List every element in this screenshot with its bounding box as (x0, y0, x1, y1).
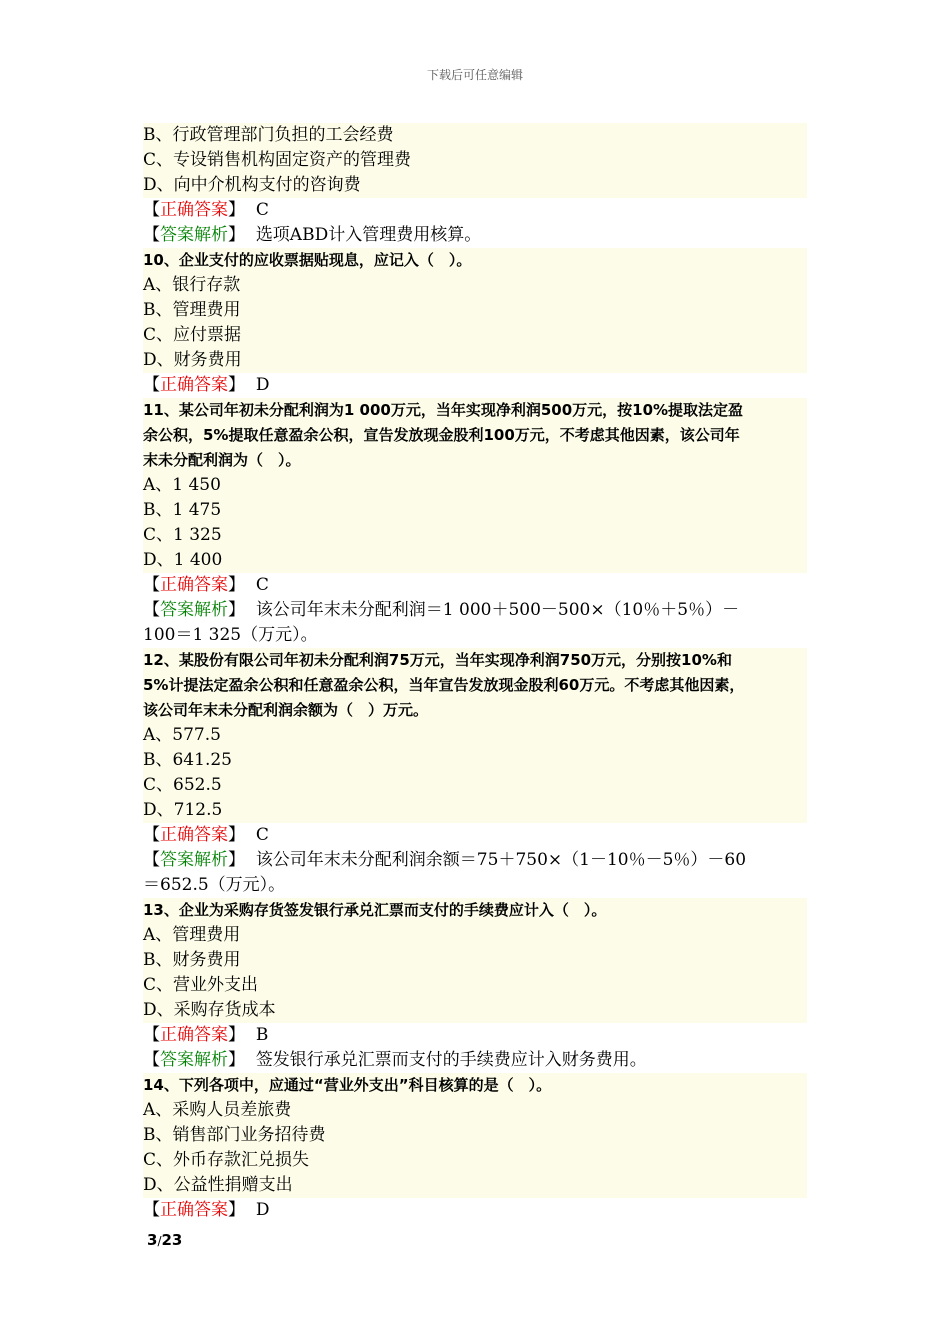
explain-line: 【答案解析】 签发银行承兑汇票而支付的手续费应计入财务费用。 (143, 1050, 647, 1070)
explain-line: 【答案解析】 该公司年末未分配利润余额＝75＋750×（1－10％－5％）－60 (143, 850, 747, 870)
explain-text: 选项ABD计入管理费用核算。 (255, 225, 482, 245)
answer-label: 正确答案 (160, 575, 228, 595)
question-11-cont: 余公积，5%提取任意盈余公积，宣告发放现金股利100万元，不考虑其他因素，该公司年 (143, 423, 807, 448)
question-10: 10、企业支付的应收票据贴现息，应记入（ ）。 (143, 248, 807, 273)
explain-label: 答案解析 (160, 600, 228, 620)
answer-value: C (255, 825, 269, 845)
question-14: 14、下列各项中，应通过“营业外支出”科目核算的是（ ）。 (143, 1073, 807, 1098)
question-11-cont: 末未分配利润为（ ）。 (143, 448, 807, 473)
total-pages: 23 (161, 1231, 183, 1249)
answer-label: 正确答案 (160, 825, 228, 845)
explain-text-cont: 100＝1 325（万元）。 (143, 625, 318, 645)
option-b: B、财务费用 (143, 948, 807, 973)
explain-label: 答案解析 (160, 225, 228, 245)
answer-line: 【正确答案】 D (143, 375, 270, 395)
explain-text: 该公司年末未分配利润＝1 000＋500－500×（10％＋5％）－ (255, 600, 740, 620)
answer-value: B (255, 1025, 269, 1045)
explain-line: 【答案解析】 该公司年末未分配利润＝1 000＋500－500×（10％＋5％）－ (143, 600, 740, 620)
question-12: 12、某股份有限公司年初未分配利润75万元，当年实现净利润750万元，分别按10%和 (143, 648, 807, 673)
page-header: 下载后可任意编辑 (426, 68, 523, 82)
option-d: D、712.5 (143, 798, 807, 823)
option-b: B、管理费用 (143, 298, 807, 323)
answer-value: D (255, 375, 270, 395)
answer-line: 【正确答案】 C (143, 200, 269, 220)
option-d: D、公益性捐赠支出 (143, 1173, 807, 1198)
explain-text: 签发银行承兑汇票而支付的手续费应计入财务费用。 (255, 1050, 647, 1070)
answer-label: 正确答案 (160, 1025, 228, 1045)
question-11: 11、某公司年初未分配利润为1 000万元，当年实现净利润500万元，按10%提取法定盈 (143, 398, 807, 423)
option-d: D、向中介机构支付的咨询费 (143, 173, 807, 198)
answer-value: C (255, 200, 269, 220)
current-page: 3 (147, 1231, 158, 1249)
option-a: A、1 450 (143, 473, 807, 498)
option-d: D、财务费用 (143, 348, 807, 373)
explain-label: 答案解析 (160, 1050, 228, 1070)
answer-label: 正确答案 (160, 375, 228, 395)
answer-line: 【正确答案】 B (143, 1025, 269, 1045)
option-d: D、1 400 (143, 548, 807, 573)
answer-line: 【正确答案】 C (143, 825, 269, 845)
option-c: C、652.5 (143, 773, 807, 798)
explain-text-cont: ＝652.5（万元）。 (143, 875, 286, 895)
option-a: A、采购人员差旅费 (143, 1098, 807, 1123)
option-b: B、641.25 (143, 748, 807, 773)
explain-line: 【答案解析】 选项ABD计入管理费用核算。 (143, 225, 482, 245)
answer-value: D (255, 1200, 270, 1220)
option-a: A、银行存款 (143, 273, 807, 298)
option-b: B、行政管理部门负担的工会经费 (143, 123, 807, 148)
question-13: 13、企业为采购存货签发银行承兑汇票而支付的手续费应计入（ ）。 (143, 898, 807, 923)
option-c: C、专设销售机构固定资产的管理费 (143, 148, 807, 173)
option-b: B、1 475 (143, 498, 807, 523)
option-d: D、采购存货成本 (143, 998, 807, 1023)
page-separator: / (157, 1234, 162, 1248)
explain-text: 该公司年末未分配利润余额＝75＋750×（1－10％－5％）－60 (255, 850, 747, 870)
question-12-cont: 该公司年末未分配利润余额为（ ）万元。 (143, 698, 807, 723)
explain-label: 答案解析 (160, 850, 228, 870)
option-b: B、销售部门业务招待费 (143, 1123, 807, 1148)
answer-line: 【正确答案】 D (143, 1200, 270, 1220)
option-a: A、管理费用 (143, 923, 807, 948)
option-c: C、营业外支出 (143, 973, 807, 998)
option-c: C、应付票据 (143, 323, 807, 348)
answer-value: C (255, 575, 269, 595)
answer-label: 正确答案 (160, 1200, 228, 1220)
page-number (147, 1231, 182, 1249)
option-c: C、1 325 (143, 523, 807, 548)
question-12-cont: 5%计提法定盈余公积和任意盈余公积，当年宣告发放现金股利60万元。不考虑其他因素， (143, 673, 807, 698)
answer-line: 【正确答案】 C (143, 575, 269, 595)
option-c: C、外币存款汇兑损失 (143, 1148, 807, 1173)
answer-label: 正确答案 (160, 200, 228, 220)
option-a: A、577.5 (143, 723, 807, 748)
document-body (143, 123, 807, 1223)
